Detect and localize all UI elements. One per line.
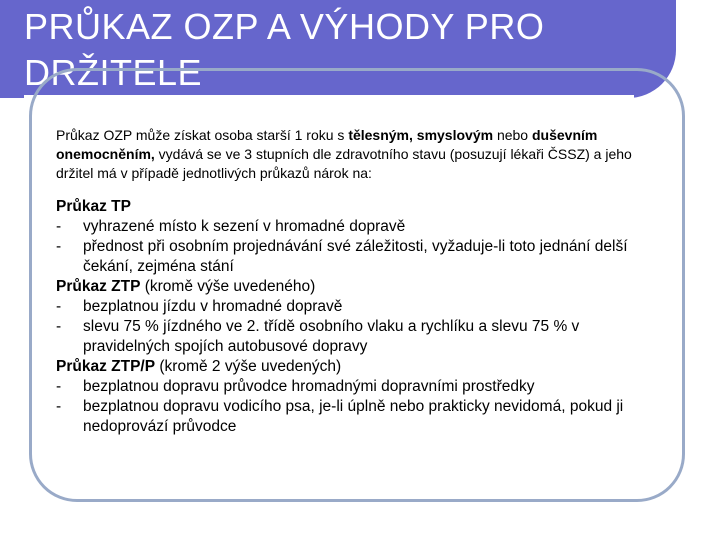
card-heading	[56, 277, 656, 297]
dash-bullet: -	[56, 298, 62, 315]
item-text: bezplatnou dopravu vodicího psa, je-li úplně nebo prakticky nevidomá, pokud ji nedoprovází průvodce	[83, 398, 624, 435]
list-item	[56, 397, 656, 437]
item-text: bezplatnou jízdu v hromadné dopravě	[83, 298, 343, 315]
card-name: Průkaz ZTP/P	[56, 358, 156, 375]
intro-text-3: vydává se ve 3 stupních dle zdravotního stavu (posuzují lékaři ČSSZ) a jeho držitel má v případě jednotlivých průkazů nárok na:	[56, 146, 632, 181]
list-item	[56, 297, 656, 317]
intro-text-1: Průkaz OZP může získat osoba starší 1 roku s	[56, 127, 349, 143]
card-ztpp	[56, 357, 656, 437]
item-text: vyhrazené místo k sezení v hromadné dopravě	[83, 218, 406, 235]
intro-bold-2: duševním onemocněním,	[56, 127, 598, 162]
card-note: (kromě 2 výše uvedených)	[155, 358, 342, 375]
card-heading	[56, 357, 656, 377]
intro-text-2: nebo	[493, 127, 532, 143]
dash-bullet: -	[56, 318, 62, 335]
slide-title: PRŮKAZ OZP A VÝHODY PRO DRŽITELE	[24, 6, 545, 93]
dash-bullet: -	[56, 218, 62, 235]
list-item	[56, 217, 656, 237]
dash-bullet: -	[56, 378, 62, 395]
card-note: (kromě výše uvedeného)	[140, 278, 316, 295]
list-item	[56, 377, 656, 397]
list-item	[56, 317, 656, 357]
card-tp	[56, 197, 656, 277]
item-text: bezplatnou dopravu průvodce hromadnými dopravními prostředky	[83, 378, 535, 395]
card-name: Průkaz TP	[56, 198, 131, 215]
item-text: přednost při osobním projednávání své záležitosti, vyžaduje-li toto jednání delší čekání, zejména stání	[83, 238, 628, 275]
card-ztp	[56, 277, 656, 357]
slide-content	[56, 126, 656, 437]
intro-paragraph	[56, 126, 656, 183]
dash-bullet: -	[56, 398, 62, 415]
card-heading	[56, 197, 656, 217]
intro-bold-1: tělesným, smyslovým	[348, 127, 494, 143]
item-text: slevu 75 % jízdného ve 2. třídě osobního vlaku a rychlíku a slevu 75 % v pravidelných spojích autobusové dopravy	[83, 318, 580, 355]
list-item	[56, 237, 656, 277]
dash-bullet: -	[56, 238, 62, 255]
card-name: Průkaz ZTP	[56, 278, 141, 295]
